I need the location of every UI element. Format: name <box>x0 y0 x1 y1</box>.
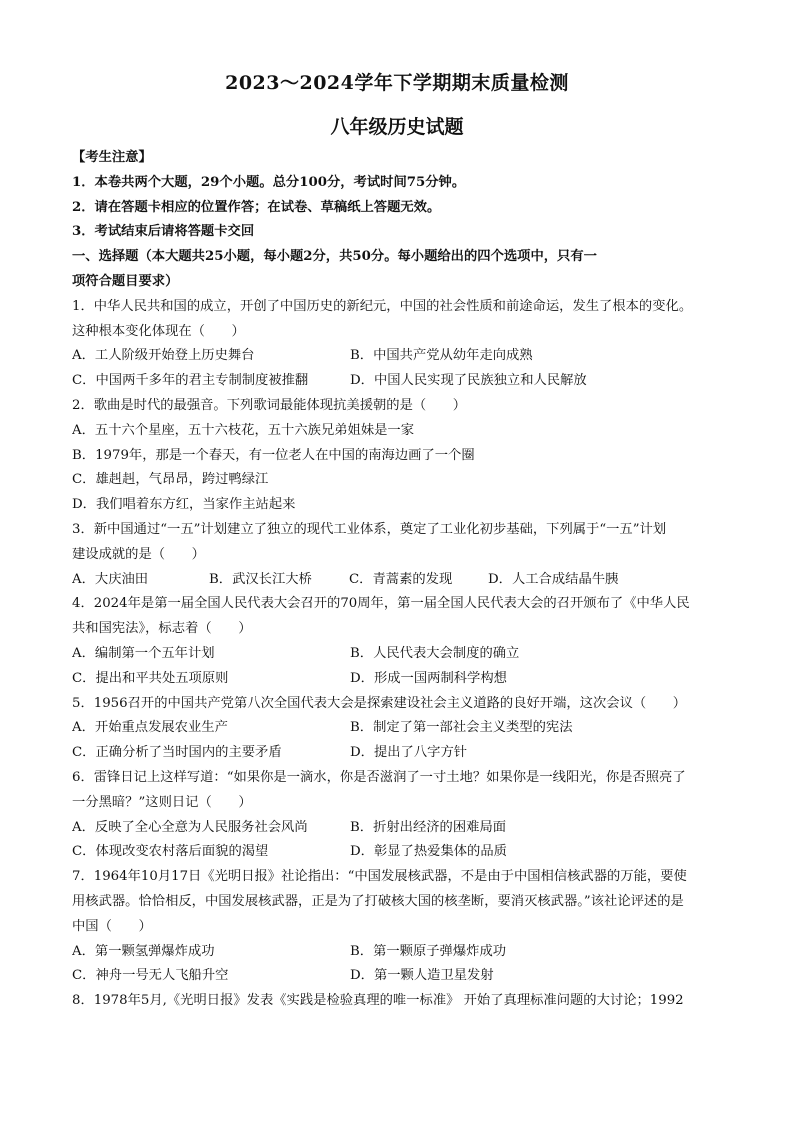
question-6 <box>72 766 724 865</box>
question-stem: 2．歌曲是时代的最强音。下列歌词最能体现抗美援朝的是（ ） <box>72 397 467 413</box>
notice-item: 1．本卷共两个大题，29个小题。总分100分，考试时间75分钟。 <box>72 174 466 190</box>
question-3 <box>72 518 724 592</box>
option-a[interactable]: A．五十六个星座，五十六枝花，五十六族兄弟姐妹是一家 <box>72 422 415 438</box>
question-stem: 建设成就的是（ ） <box>72 546 205 562</box>
option-row <box>72 816 724 841</box>
section-heading: 一、选择题（本大题共25小题，每小题2分，共50分。每小题给出的四个选项中，只有一 <box>72 249 597 265</box>
question-stem: 一分黑暗？”这则日记（ ） <box>72 794 252 810</box>
option-a[interactable]: A．反映了全心全意为人民服务社会风尚 <box>72 819 308 835</box>
question-stem: 中国（ ） <box>72 918 152 934</box>
exam-title: 2023～2024学年下学期期末质量检测 <box>225 72 569 94</box>
question-stem: 7．1964年10月17日《光明日报》社论指出：“中国发展核武器，不是由于中国相信核武器的万能，要使 <box>72 869 687 885</box>
option-b[interactable]: B．制定了第一部社会主义类型的宪法 <box>350 720 573 736</box>
option-d[interactable]: D．彰显了热爱集体的品质 <box>350 844 507 860</box>
option-b[interactable]: B．人民代表大会制度的确立 <box>350 645 520 661</box>
option-c[interactable]: C．雄赳赳，气昂昂，跨过鸭绿江 <box>72 472 269 488</box>
option-row <box>72 741 724 766</box>
option-c[interactable]: C．提出和平共处五项原则 <box>72 670 229 686</box>
option-b[interactable]: B．折射出经济的困难局面 <box>350 819 507 835</box>
notice-heading: 【考生注意】 <box>72 150 152 165</box>
question-stem: 5．1956召开的中国共产党第八次全国代表大会是探索建设社会主义道路的良好开端，这次会议（ ） <box>72 695 687 711</box>
option-row <box>72 369 724 394</box>
question-1 <box>72 295 724 394</box>
option-row <box>72 840 724 865</box>
question-stem: 这种根本变化体现在（ ） <box>72 323 245 339</box>
option-row <box>72 568 724 593</box>
question-5 <box>72 692 724 766</box>
option-d[interactable]: D．中国人民实现了民族独立和人民解放 <box>350 373 587 389</box>
option-b[interactable]: B．1979年，那是一个春天，有一位老人在中国的南海边画了一个圈 <box>72 447 475 463</box>
option-d[interactable]: D．人工合成结晶牛胰 <box>488 571 619 587</box>
question-stem: 4．2024年是第一届全国人民代表大会召开的70周年，第一届全国人民代表大会的召开颁布了《中华人民 <box>72 596 690 612</box>
question-4 <box>72 592 724 691</box>
notice-item: 3．考试结束后请将答题卡交回 <box>72 224 255 240</box>
option-a[interactable]: A．编制第一个五年计划 <box>72 645 215 661</box>
option-d[interactable]: D．第一颗人造卫星发射 <box>350 968 494 984</box>
option-row <box>72 344 724 369</box>
question-stem: 用核武器。恰恰相反，中国发展核武器，正是为了打破核大国的核垄断，要消灭核武器。”该社论评述的是 <box>72 893 684 909</box>
option-a[interactable]: A．开始重点发展农业生产 <box>72 720 228 736</box>
question-7 <box>72 865 724 989</box>
question-stem: 8．1978年5月,《光明日报》发表《实践是检验真理的唯一标准》 开始了真理标准问题的大讨论；1992 <box>72 993 684 1009</box>
option-c[interactable]: C．体现改变农村落后面貌的渴望 <box>72 844 269 860</box>
notice-item: 2．请在答题卡相应的位置作答；在试卷、草稿纸上答题无效。 <box>72 199 441 215</box>
option-row <box>72 667 724 692</box>
option-row <box>72 642 724 667</box>
option-row <box>72 940 724 965</box>
option-d[interactable]: D．我们唱着东方红，当家作主站起来 <box>72 497 296 513</box>
question-stem: 3．新中国通过“一五”计划建立了独立的现代工业体系，奠定了工业化初步基础，下列属于“一五”计划 <box>72 521 667 537</box>
option-b[interactable]: B．第一颗原子弹爆炸成功 <box>350 943 507 959</box>
option-a[interactable]: A．第一颗氢弹爆炸成功 <box>72 943 215 959</box>
exam-content <box>72 146 724 1014</box>
option-c[interactable]: C．神舟一号无人飞船升空 <box>72 968 229 984</box>
option-d[interactable]: D．形成一国两制科学构想 <box>350 670 507 686</box>
question-8 <box>72 989 724 1014</box>
question-stem: 1．中华人民共和国的成立，开创了中国历史的新纪元，中国的社会性质和前途命运，发生了根本的变化。 <box>72 298 693 314</box>
section-heading: 项符合题目要求） <box>72 273 179 289</box>
option-b[interactable]: B．武汉长江大桥 <box>209 571 312 587</box>
question-stem: 共和国宪法》，标志着（ ） <box>72 621 252 637</box>
option-c[interactable]: C．青蒿素的发现 <box>349 571 453 587</box>
option-d[interactable]: D．提出了八字方针 <box>350 745 468 761</box>
option-row <box>72 964 724 989</box>
option-a[interactable]: A．工人阶级开始登上历史舞台 <box>72 348 255 364</box>
exam-subtitle: 八年级历史试题 <box>330 116 464 138</box>
option-c[interactable]: C．正确分析了当时国内的主要矛盾 <box>72 745 282 761</box>
option-a[interactable]: A．大庆油田 <box>72 571 149 587</box>
option-row <box>72 716 724 741</box>
question-stem: 6．雷锋日记上这样写道：“如果你是一滴水，你是否滋润了一寸土地？如果你是一线阳光，你是否照亮了 <box>72 769 686 785</box>
option-b[interactable]: B．中国共产党从幼年走向成熟 <box>350 348 533 364</box>
option-c[interactable]: C．中国两千多年的君主专制制度被推翻 <box>72 373 309 389</box>
question-2 <box>72 394 724 518</box>
